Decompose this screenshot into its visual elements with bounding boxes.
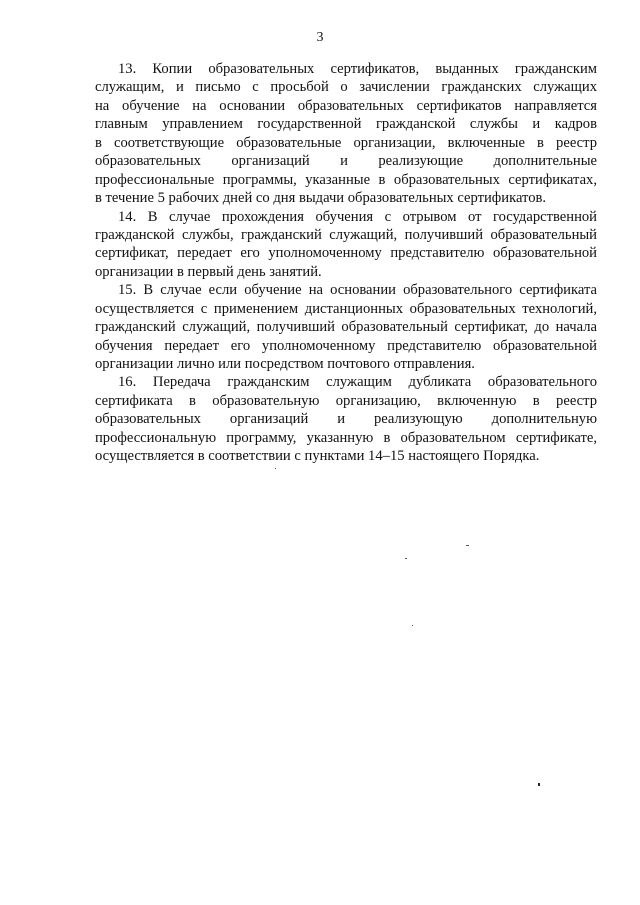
text-line: главным управлением государственной гражданской службы и кадров — [95, 116, 597, 133]
text-line: 14. В случае прохождения обучения с отрывом от государственной — [118, 208, 597, 225]
text-line: сертификата в образовательную организацию, включенную в реестр — [95, 392, 597, 409]
text-line: 15. В случае если обучение на основании образовательного сертификата — [118, 282, 597, 299]
text-line: организации лично или посредством почтового отправления. — [95, 356, 475, 372]
text-line: гражданской службы, гражданский служащий, получивший образовательный — [95, 226, 597, 243]
text-line: осуществляется с применением дистанционных образовательных технологий, — [95, 300, 597, 317]
paragraph — [95, 373, 597, 465]
text-line: образовательных организаций и реализующие дополнительные — [95, 153, 597, 170]
text-line: обучения передает его уполномоченному представителю образовательной — [95, 337, 597, 354]
document-body — [95, 60, 597, 466]
text-line: на обучение на основании образовательных сертификатов направляется — [95, 97, 597, 114]
text-line: служащим, и письмо с просьбой о зачислении гражданских служащих — [95, 79, 597, 96]
paragraph — [95, 208, 597, 282]
paragraph — [95, 60, 597, 208]
text-line: 13. Копии образовательных сертификатов, выданных гражданским — [118, 61, 597, 77]
page-number: 3 — [316, 30, 324, 45]
scan-speck — [412, 625, 413, 626]
scan-speck — [466, 545, 469, 546]
paragraph — [95, 281, 597, 373]
text-line: в соответствующие образовательные организации, включенные в реестр — [95, 134, 597, 151]
text-line: организации в первый день занятий. — [95, 263, 322, 280]
scan-speck — [538, 783, 540, 786]
text-line: профессиональные программы, указанные в образовательных сертификатах, — [95, 171, 597, 188]
text-line: осуществляется в соответствии с пунктами 14–15 настоящего Порядка. — [95, 448, 540, 465]
scan-speck — [275, 468, 276, 469]
text-line: сертификат, передает его уполномоченному представителю образовательной — [95, 245, 597, 262]
text-line: в течение 5 рабочих дней со дня выдачи образовательных сертификатов. — [95, 190, 547, 207]
text-line: 16. Передача гражданским служащим дубликата образовательного — [118, 374, 597, 391]
text-line: образовательных организаций и реализующую дополнительную — [95, 411, 597, 428]
text-line: гражданский служащий, получивший образовательный сертификат, до начала — [95, 319, 597, 336]
text-line: профессиональную программу, указанную в образовательном сертификате, — [95, 429, 597, 446]
scan-speck — [405, 558, 407, 559]
